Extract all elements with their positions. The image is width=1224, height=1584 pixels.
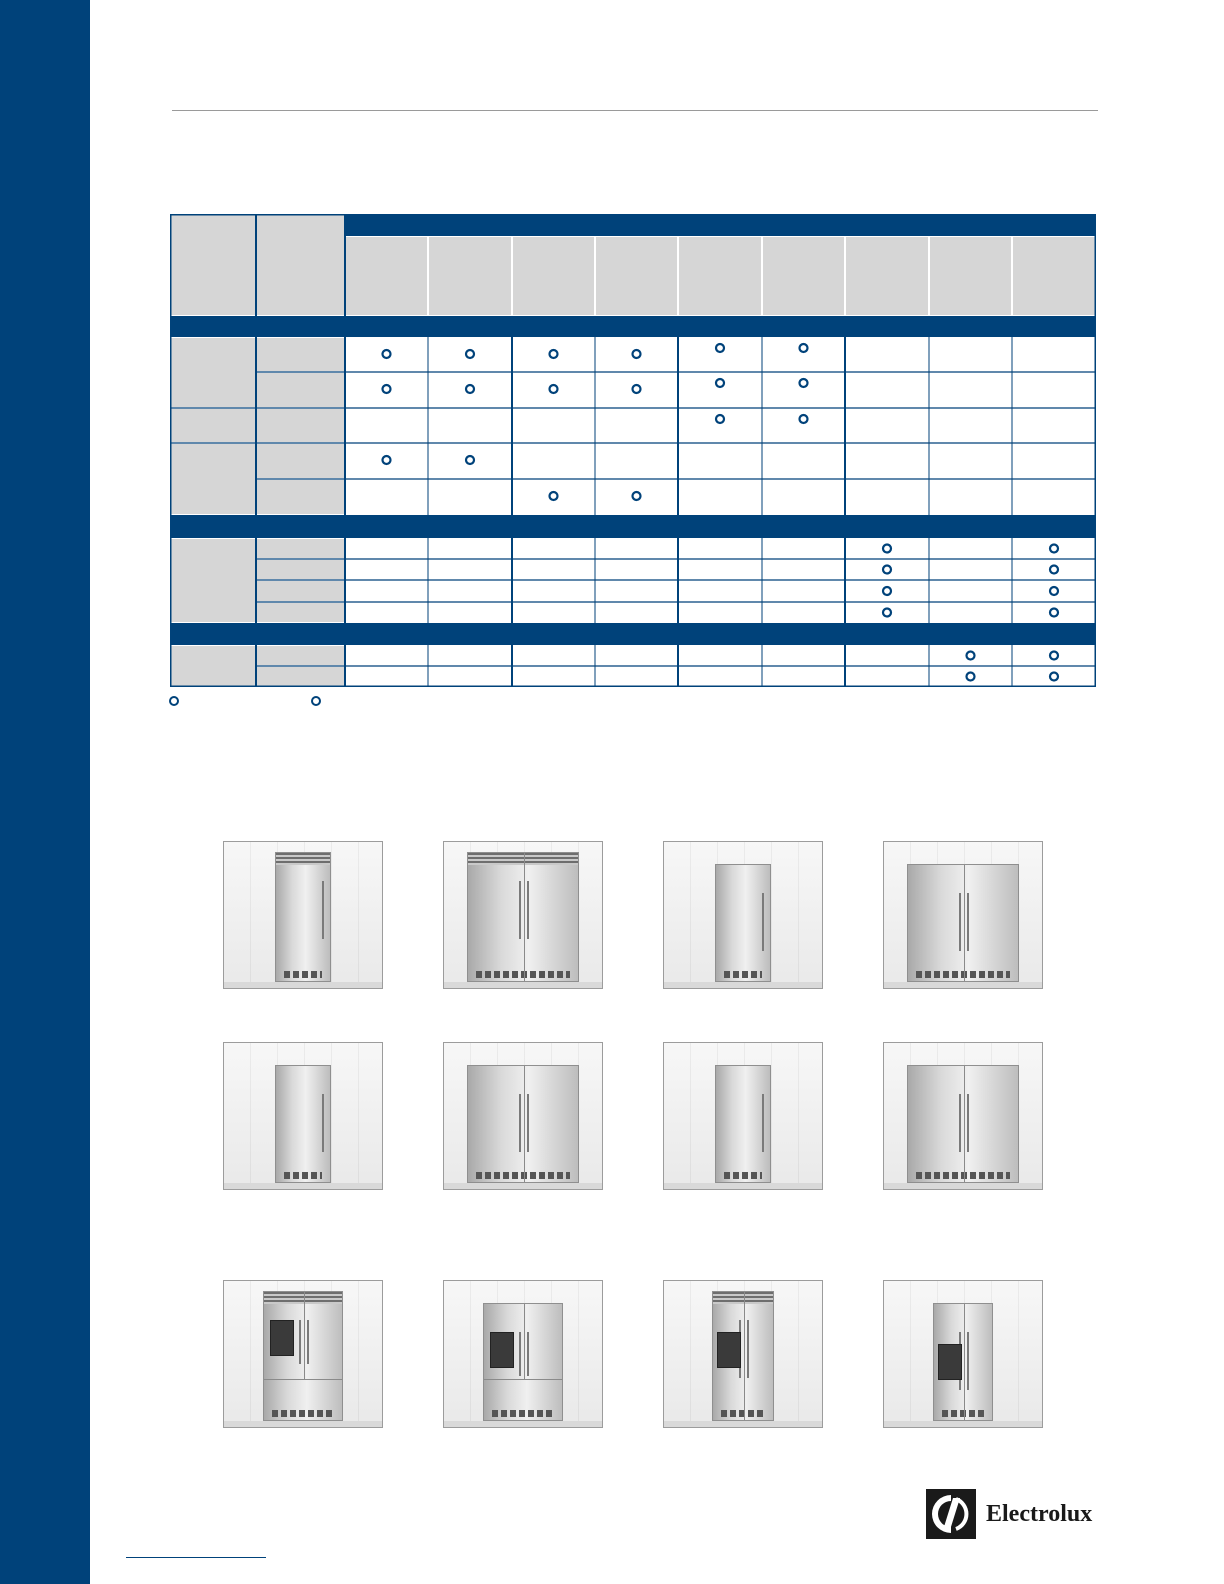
availability-mark: [550, 385, 558, 393]
side-by-side-appliance: [933, 1303, 993, 1421]
double-door-overlay-photo: [883, 1042, 1043, 1190]
dispenser-icon: [717, 1332, 741, 1368]
availability-mark: [716, 415, 724, 423]
header-column-cell: [763, 237, 844, 315]
double-door-refrigerator-appliance: [907, 864, 1019, 982]
dispenser-icon: [938, 1344, 962, 1380]
availability-mark: [633, 350, 641, 358]
sidebar-band: [0, 0, 90, 1584]
row-label-cell: [171, 444, 255, 514]
header-column-cell: [429, 237, 511, 315]
availability-mark: [967, 673, 975, 681]
row-sublabel-cell: [257, 338, 344, 371]
legend-ring-icon: [169, 696, 179, 706]
brand-name: Electrolux: [986, 1501, 1093, 1527]
side-by-side-photo: [883, 1280, 1043, 1428]
header-column-cell: [513, 237, 594, 315]
row-sublabel-cell: [257, 409, 344, 442]
row-sublabel-cell: [257, 603, 344, 622]
section-band: [170, 623, 1096, 645]
availability-mark: [800, 379, 808, 387]
row-sublabel-cell: [257, 373, 344, 407]
header-rule: [172, 110, 1098, 111]
availability-mark: [1050, 545, 1058, 553]
french-door-grille-photo: [223, 1280, 383, 1428]
double-door-trim-appliance: [467, 1065, 579, 1183]
availability-mark: [800, 415, 808, 423]
availability-mark: [383, 385, 391, 393]
electrolux-logo-mark: [926, 1489, 976, 1539]
row-sublabel-cell: [257, 667, 344, 686]
availability-mark: [1050, 566, 1058, 574]
double-door-trim-photo: [443, 1042, 603, 1190]
row-label-cell: [171, 646, 255, 686]
electrolux-logo: [926, 1489, 1098, 1541]
single-door-refrigerator-appliance: [715, 864, 771, 982]
side-by-side-grille-photo: [663, 1280, 823, 1428]
comparison-table: [170, 214, 1096, 687]
double-door-refrigerator-grille-appliance: [467, 852, 579, 982]
availability-mark: [633, 492, 641, 500]
row-label-cell: [171, 539, 255, 622]
row-label-cell: [171, 338, 255, 407]
availability-mark: [550, 492, 558, 500]
availability-mark: [1050, 609, 1058, 617]
row-sublabel-cell: [257, 646, 344, 665]
header-column-cell: [596, 237, 677, 315]
availability-mark: [967, 652, 975, 660]
header-column-cell: [1013, 237, 1095, 315]
double-door-overlay-appliance: [907, 1065, 1019, 1183]
legend-marker-1: [169, 696, 179, 706]
availability-mark: [883, 545, 891, 553]
double-door-refrigerator-photo: [883, 841, 1043, 989]
header-column-cell: [930, 237, 1011, 315]
availability-mark: [883, 566, 891, 574]
single-door-refrigerator-grille-appliance: [275, 852, 331, 982]
dispenser-icon: [490, 1332, 514, 1368]
row-sublabel-cell: [257, 560, 344, 579]
availability-mark: [633, 385, 641, 393]
row-sublabel-cell: [257, 480, 344, 514]
row-sublabel-cell: [257, 539, 344, 558]
header-column-cell: [346, 237, 427, 315]
comparison-table-graphic: [170, 214, 1096, 687]
single-door-refrigerator-photo: [663, 841, 823, 989]
availability-mark: [1050, 652, 1058, 660]
row-label-cell: [171, 409, 255, 442]
availability-mark: [550, 350, 558, 358]
header-sub-cell: [257, 214, 345, 315]
availability-mark: [883, 587, 891, 595]
availability-mark: [466, 456, 474, 464]
header-column-cell: [679, 237, 761, 315]
availability-mark: [716, 379, 724, 387]
dispenser-icon: [270, 1320, 294, 1356]
availability-mark: [466, 350, 474, 358]
availability-mark: [883, 609, 891, 617]
single-door-overlay-photo: [663, 1042, 823, 1190]
side-by-side-grille-appliance: [712, 1291, 774, 1421]
french-door-appliance: [483, 1303, 563, 1421]
header-group-band: [345, 214, 1096, 236]
row-sublabel-cell: [257, 444, 344, 478]
availability-mark: [1050, 587, 1058, 595]
footer-rule: [126, 1557, 266, 1558]
availability-mark: [1050, 673, 1058, 681]
legend-ring-icon: [311, 696, 321, 706]
single-door-overlay-appliance: [715, 1065, 771, 1183]
header-column-cell: [846, 237, 928, 315]
availability-mark: [716, 344, 724, 352]
row-sublabel-cell: [257, 581, 344, 601]
single-door-trim-photo: [223, 1042, 383, 1190]
single-door-trim-appliance: [275, 1065, 331, 1183]
section-band: [170, 515, 1096, 538]
french-door-photo: [443, 1280, 603, 1428]
availability-mark: [800, 344, 808, 352]
availability-mark: [466, 385, 474, 393]
single-door-refrigerator-grille-photo: [223, 841, 383, 989]
legend-marker-2: [311, 696, 321, 706]
header-label-cell: [170, 214, 256, 315]
french-door-grille-appliance: [263, 1291, 343, 1421]
availability-mark: [383, 456, 391, 464]
availability-mark: [383, 350, 391, 358]
double-door-refrigerator-grille-photo: [443, 841, 603, 989]
section-band: [170, 316, 1096, 337]
